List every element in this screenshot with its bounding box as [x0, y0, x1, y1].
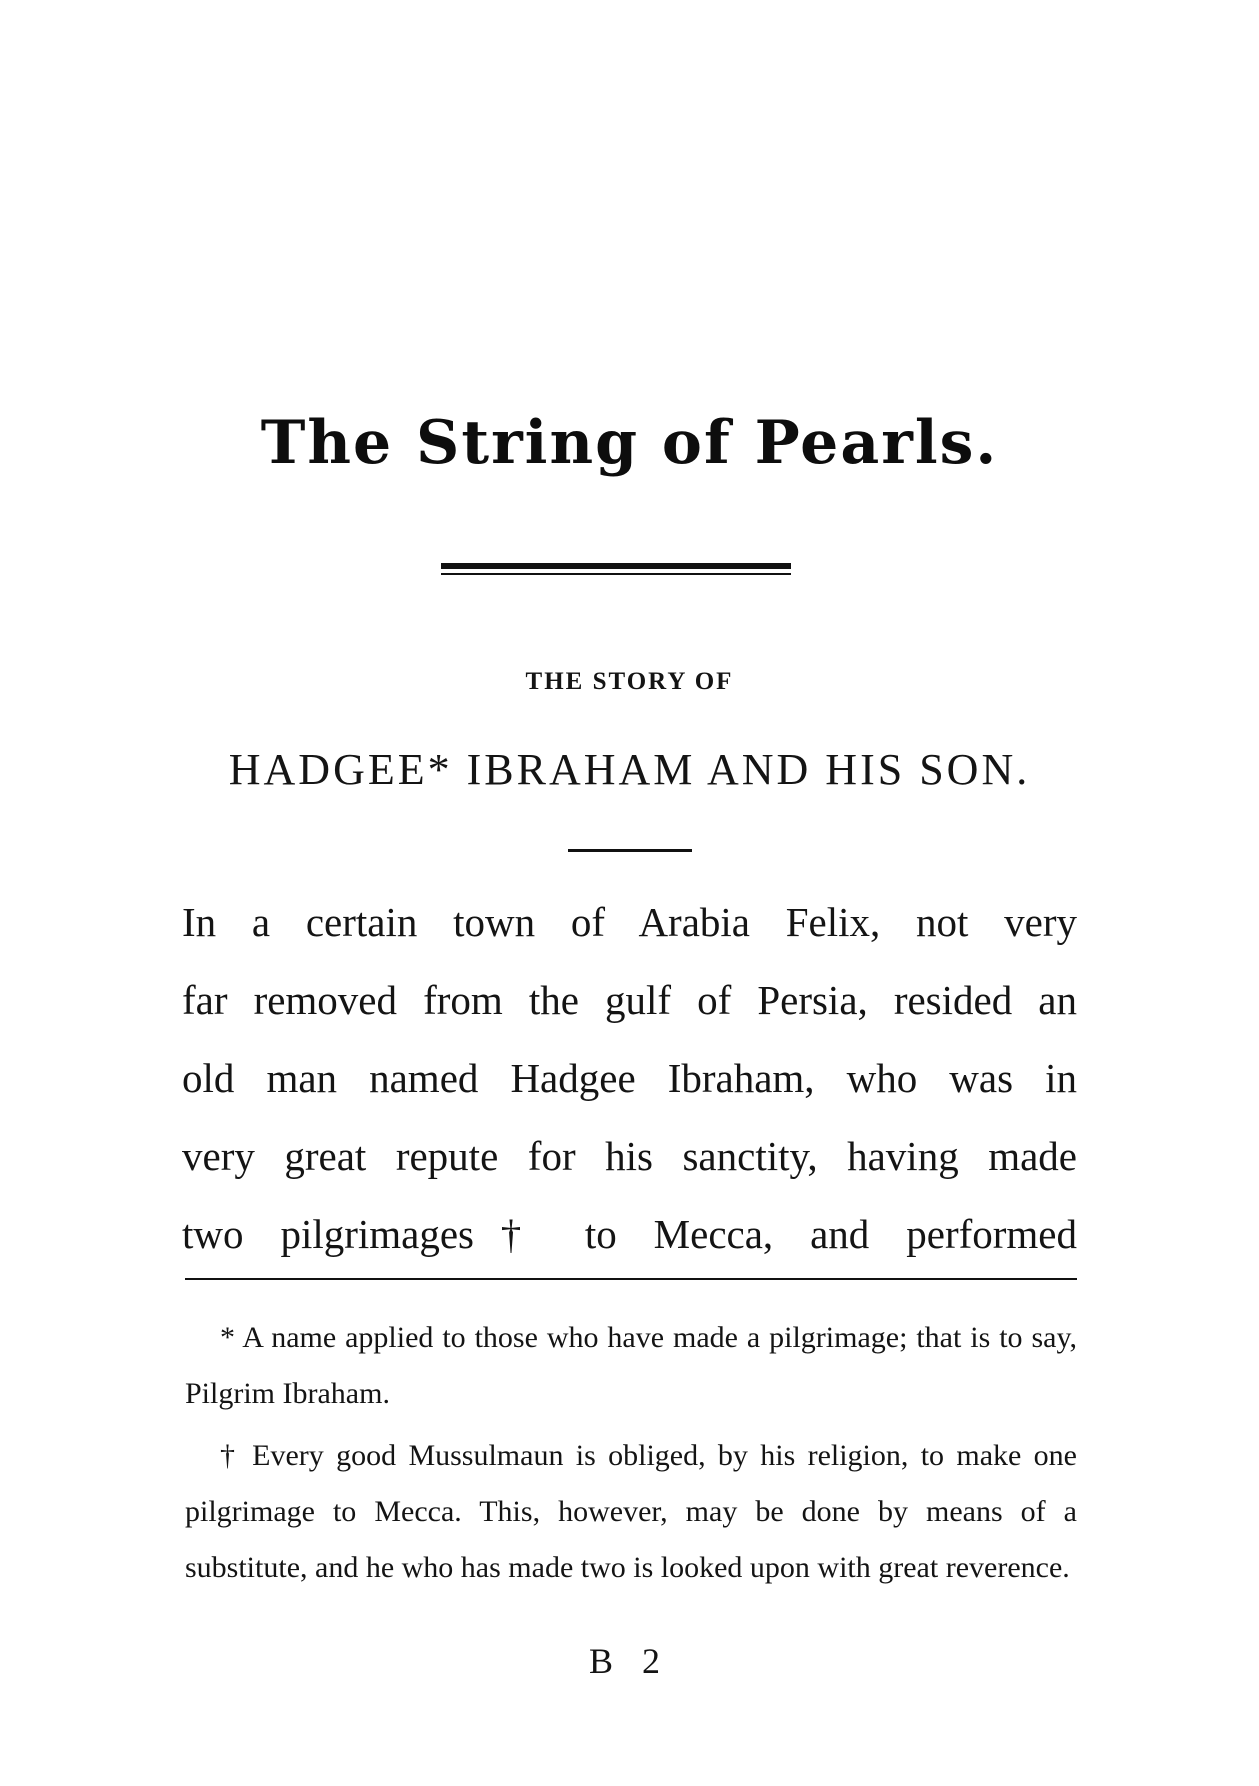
footnotes	[185, 1310, 1077, 1602]
title-rule-thick	[441, 563, 791, 569]
body-line: very great repute for his sanctity, having made	[182, 1133, 1077, 1179]
footnote-1: * A name applied to those who have made a pilgrimage; that is to say, Pilgrim Ibraham.	[185, 1321, 1077, 1410]
body-line: old man named Hadgee Ibraham, who was in	[182, 1055, 1077, 1101]
body-paragraph	[182, 883, 1077, 1273]
section-divider	[568, 849, 692, 852]
body-line: far removed from the gulf of Persia, resided an	[182, 977, 1077, 1023]
footnote-2: † Every good Mussulmaun is obliged, by his religion, to make one pilgrimage to Mecca. This, however, may be done by means of a substitute, and he who has made two is looked upon with great reverence.	[185, 1439, 1077, 1584]
body-line: two pilgrimages† to Mecca, and performed	[182, 1211, 1077, 1257]
body-line: In a certain town of Arabia Felix, not very	[182, 899, 1077, 945]
signature-mark: B 2	[588, 1641, 670, 1681]
story-heading: THE STORY OF	[525, 668, 734, 695]
page-title: The String of Pearls.	[260, 408, 999, 478]
footnote-rule	[185, 1278, 1077, 1280]
title-rule-thin	[441, 573, 791, 575]
story-subtitle: HADGEE* IBRAHAM AND HIS SON.	[228, 745, 1031, 794]
